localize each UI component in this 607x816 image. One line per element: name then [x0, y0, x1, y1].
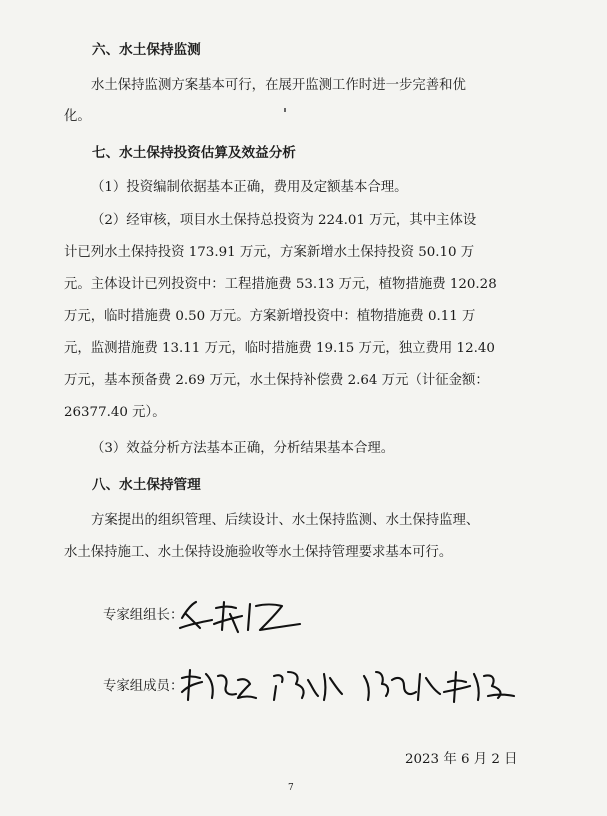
- section-7-paragraph-2-line-4: 万元，临时措施费 0.50 万元。方案新增投资中：植物措施费 0.11 万: [64, 309, 476, 324]
- section-6-heading: 六、水土保持监测: [92, 42, 201, 58]
- section-7-paragraph-3: （3）效益分析方法基本正确，分析结果基本合理。: [91, 441, 395, 456]
- section-7-paragraph-2-line-2: 计已列水土保持投资 173.91 万元，方案新增水土保持投资 50.10 万: [64, 245, 475, 260]
- section-7-paragraph-2-line-7: 26377.40 元）。: [64, 405, 166, 420]
- section-8-heading: 八、水土保持管理: [92, 477, 201, 493]
- document-date: 2023 年 6 月 2 日: [405, 752, 518, 767]
- leader-label: 专家组组长：: [103, 608, 184, 623]
- section-7-paragraph-2-line-3: 元。主体设计已列投资中：工程措施费 53.13 万元，植物措施费 120.28: [64, 277, 497, 292]
- members-signatures: [178, 662, 518, 706]
- members-label: 专家组成员：: [103, 679, 184, 694]
- scan-speck: [284, 108, 286, 112]
- page-number: 7: [288, 783, 294, 793]
- leader-signature: [178, 594, 308, 638]
- section-8-line-2: 水土保持施工、水土保持设施验收等水土保持管理要求基本可行。: [64, 545, 453, 560]
- section-7-paragraph-2-line-6: 万元，基本预备费 2.69 万元，水土保持补偿费 2.64 万元（计征金额：: [64, 373, 489, 388]
- section-7-paragraph-1: （1）投资编制依据基本正确，费用及定额基本合理。: [91, 180, 408, 195]
- section-6-line-2: 化。: [64, 109, 91, 124]
- section-7-paragraph-2-line-1: （2）经审核，项目水土保持总投资为 224.01 万元，其中主体设: [91, 213, 477, 228]
- section-6-line-1: 水土保持监测方案基本可行，在展开监测工作时进一步完善和优: [91, 78, 466, 93]
- section-8-line-1: 方案提出的组织管理、后续设计、水土保持监测、水土保持监理、: [91, 513, 480, 528]
- section-7-heading: 七、水土保持投资估算及效益分析: [92, 145, 296, 161]
- section-7-paragraph-2-line-5: 元，监测措施费 13.11 万元，临时措施费 19.15 万元，独立费用 12.40: [64, 341, 495, 356]
